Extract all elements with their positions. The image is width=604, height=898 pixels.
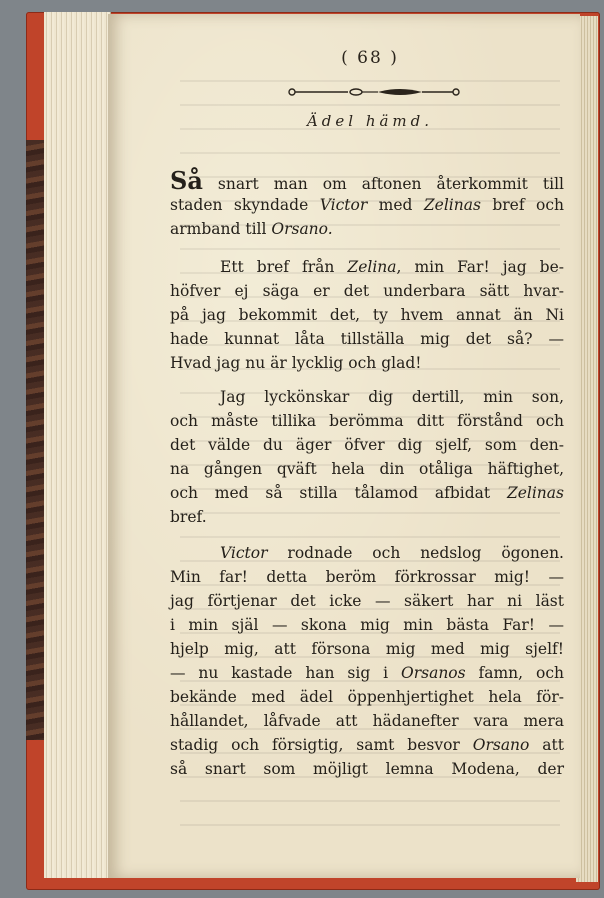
text-run: med [367,196,424,214]
italic-name: Orsano. [271,220,333,238]
text-run: jag förtjenar det icke — säkert har ni läst [170,592,564,610]
text-line [170,256,564,278]
text-line [170,458,564,480]
text-run: i min själ — skona mig min bästa Far! — [170,616,564,634]
text-run: att [529,736,564,754]
text-line [170,352,564,374]
text-run: höfver ej säga er det underbara sätt hvar- [170,282,564,300]
ornament-rule-icon [288,86,460,98]
text-line [170,280,564,302]
text-line [170,506,564,528]
text-line [170,710,564,732]
text-line [170,590,564,612]
text-run: — nu kastade han sig i [170,664,402,682]
text-line [170,218,564,240]
text-run: , min Far! jag be- [396,258,565,276]
text-line [170,482,564,504]
italic-name: Victor [220,544,268,562]
text-run: snart man om aftonen återkommit till [202,175,564,193]
text-line [170,386,564,408]
text-run: Jag lyckönskar dig dertill, min son, [220,388,564,406]
text-run: staden skyndade [170,196,320,214]
text-run: hjelp mig, att försona mig med mig sjelf! [170,640,564,658]
text-line [170,734,564,756]
text-line [170,662,564,684]
text-run: Ett bref från [220,258,348,276]
italic-name: Orsano [472,736,530,754]
chapter-heading: Ädel hämd. [306,112,434,130]
text-line [170,434,564,456]
italic-name: Victor [319,196,368,214]
text-line [170,166,564,195]
text-run: det välde du äger öfver dig sjelf, som den- [170,436,564,454]
text-line [170,638,564,660]
text-run: Så [170,166,203,195]
text-run: hade kunnat låta tillställa mig det så? — [170,330,564,348]
text-line [170,686,564,708]
page-number: ( 68 ) [341,48,399,68]
text-run: hållandet, låfvade att hädanefter vara mera [170,712,564,730]
text-line [170,614,564,636]
text-line [170,758,564,780]
text-run: na gången qväft hela din otåliga häftighet, [170,460,564,478]
text-run: armband till [170,220,272,238]
text-run: bref och [480,196,565,214]
text-line [170,328,564,350]
text-line [170,542,564,564]
text-run: rodnade och nedslog ögonen. [267,544,564,562]
text-run: och måste tillika berömma ditt förstånd och [170,412,564,430]
text-line [170,566,564,588]
italic-name: Zelinas [506,484,564,502]
marbled-binding [26,140,44,740]
italic-name: Zelinas [423,196,481,214]
text-run: så snart som möjligt lemna Modena, der [170,760,564,778]
text-run: bref. [170,508,207,526]
text-line [170,304,564,326]
text-line [170,410,564,432]
text-run: stadig och försigtig, samt besvor [170,736,473,754]
text-run: bekände med ädel öppenhjertighet hela för- [170,688,564,706]
italic-name: Orsanos [401,664,466,682]
text-run: på jag bekommit det, ty hvem annat än Ni [170,306,564,324]
text-run: Hvad jag nu är lycklig och glad! [170,354,422,372]
text-run: famn, och [465,664,564,682]
italic-name: Zelina [347,258,397,276]
text-line [170,194,564,216]
page-edges-left [44,12,111,878]
text-run: Min far! detta beröm förkrossar mig! — [170,568,564,586]
text-run: och med så stilla tålamod afbidat [170,484,507,502]
